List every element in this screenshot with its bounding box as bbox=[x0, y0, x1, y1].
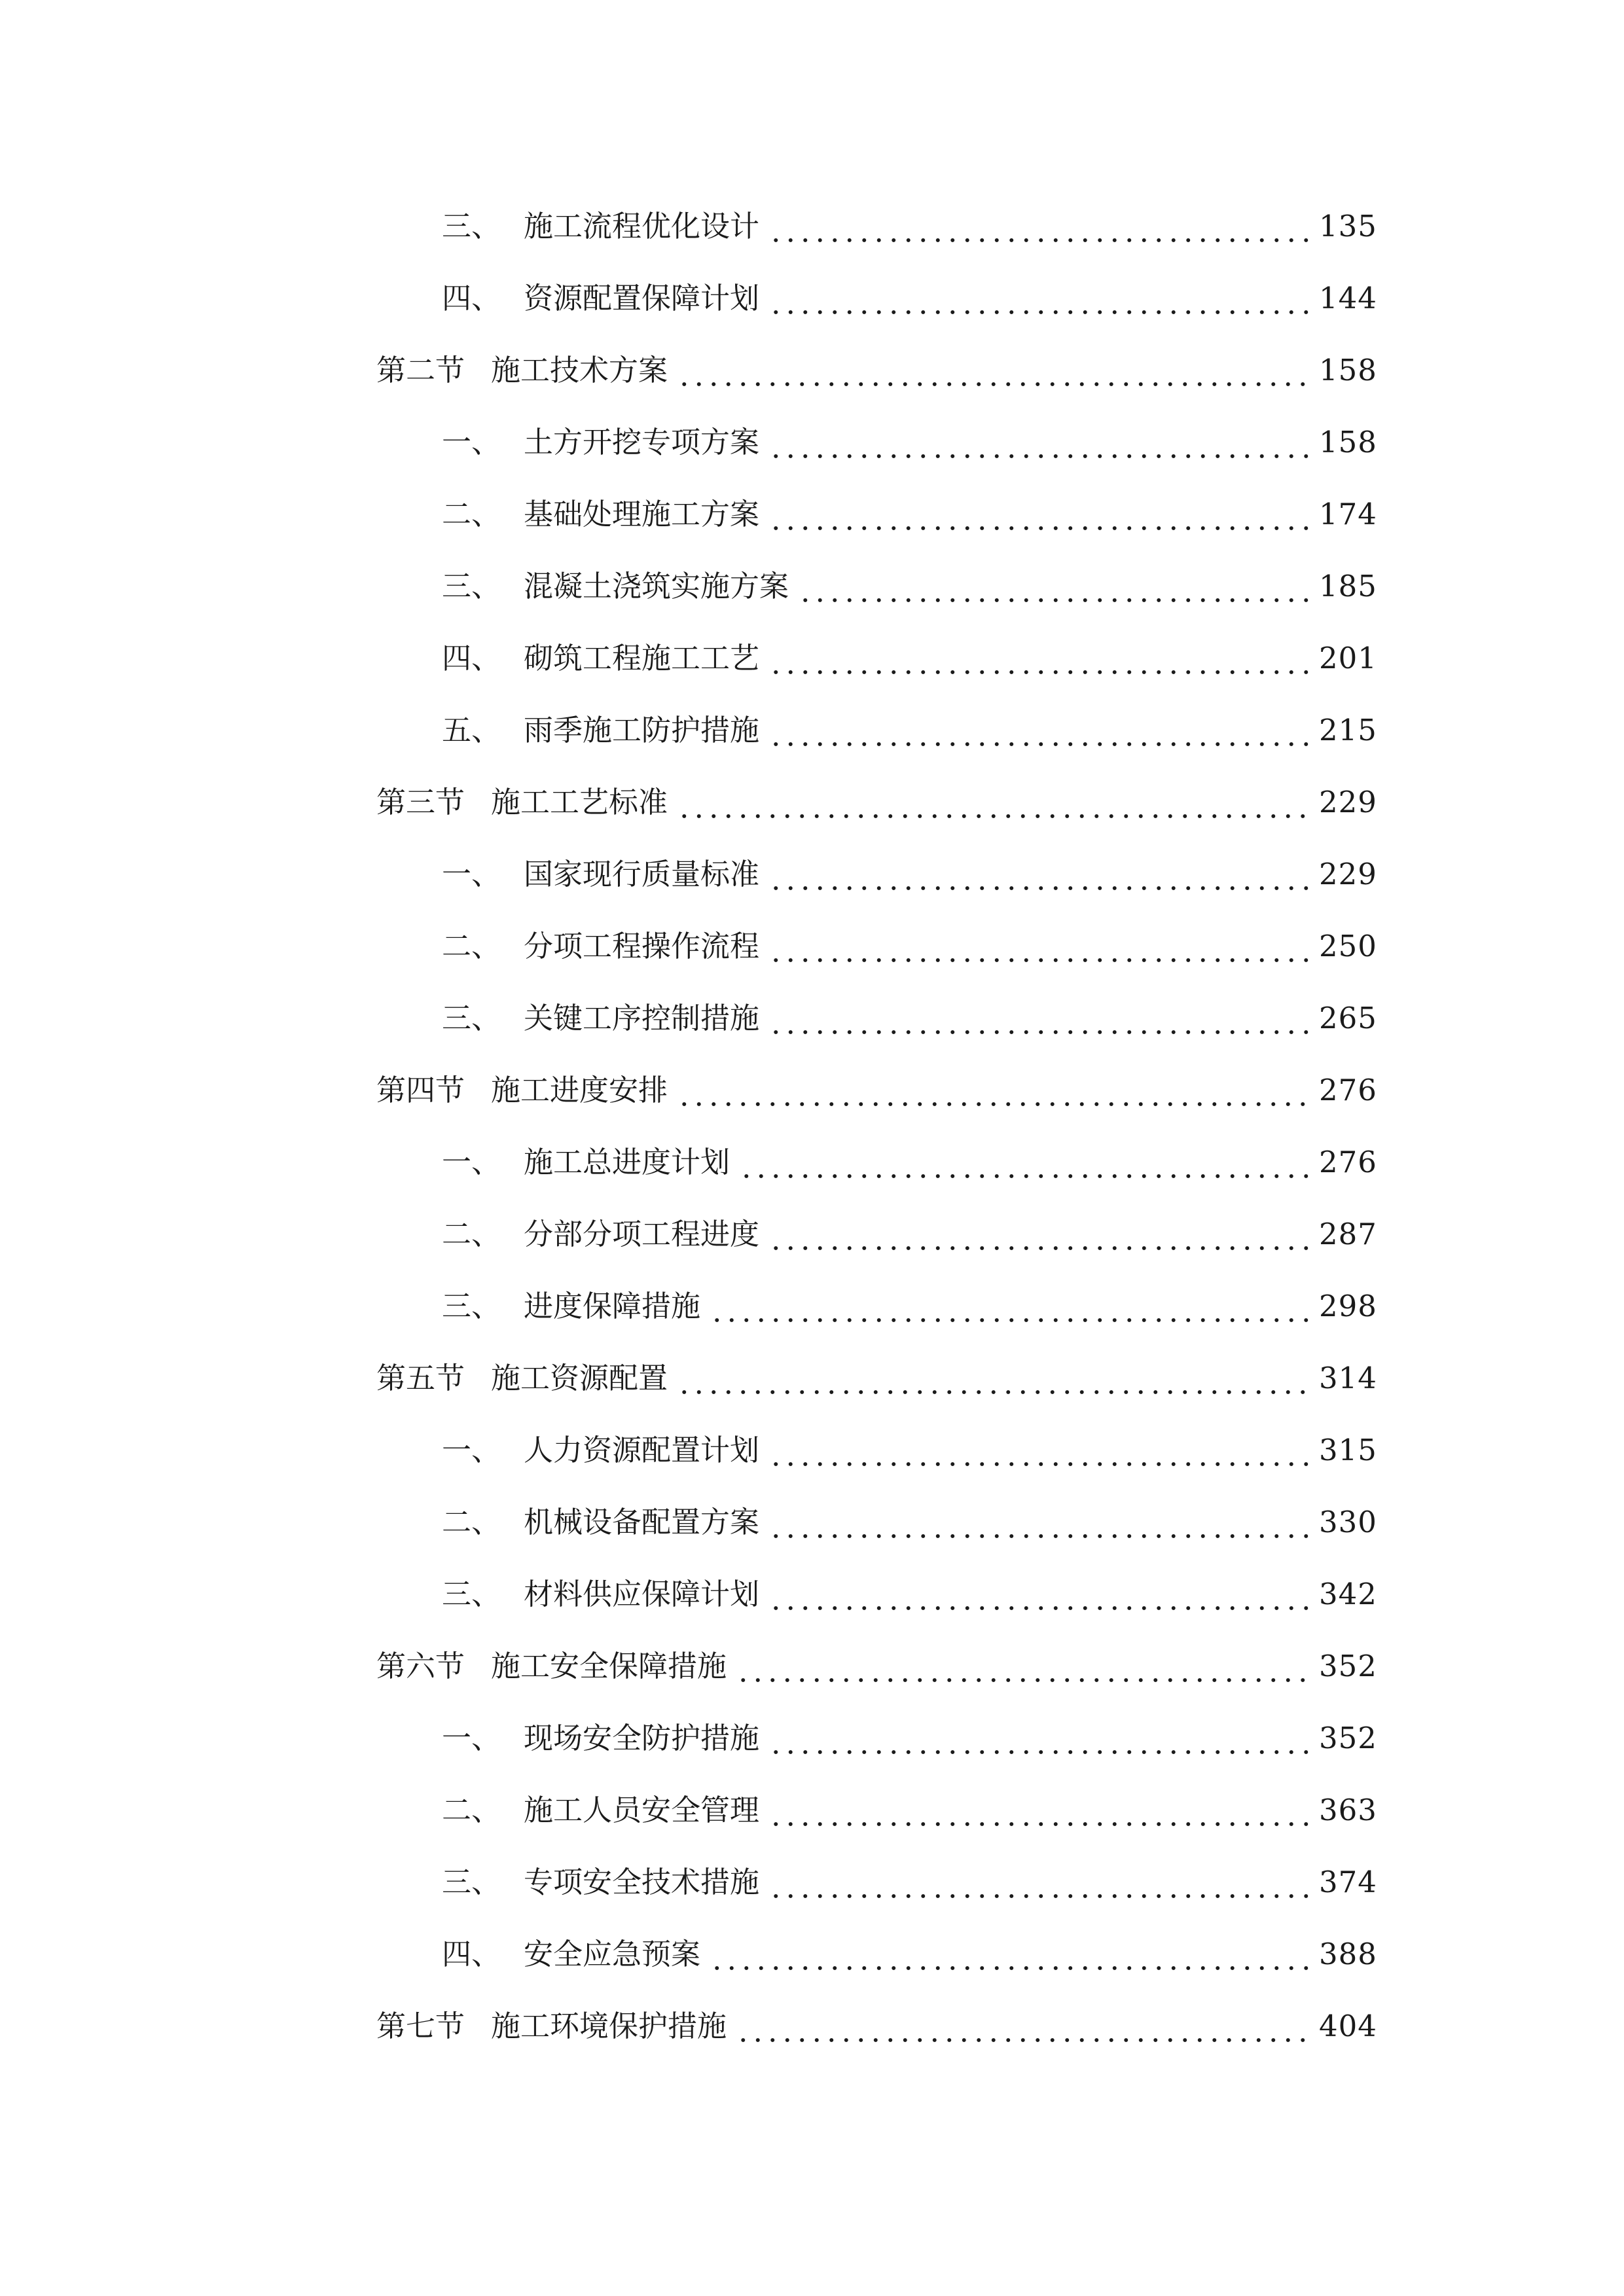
toc-section-number: 第七节 bbox=[376, 2008, 465, 2043]
toc-entry-title: 现场安全防护措施 bbox=[524, 1720, 760, 1755]
toc-entry[interactable] bbox=[376, 1774, 1377, 1846]
dot-leader bbox=[736, 2036, 1308, 2045]
toc-entry-title: 安全应急预案 bbox=[524, 1936, 701, 1971]
toc-entry-page: 265 bbox=[1319, 1000, 1377, 1035]
dot-leader bbox=[677, 1388, 1308, 1397]
toc-entry-title: 施工人员安全管理 bbox=[524, 1792, 760, 1827]
toc-entry-title: 专项安全技术措施 bbox=[524, 1864, 760, 1899]
toc-entry-page: 229 bbox=[1319, 856, 1377, 891]
toc-section[interactable] bbox=[376, 1054, 1377, 1126]
toc-section[interactable] bbox=[376, 334, 1377, 406]
toc-entry-title: 材料供应保障计划 bbox=[524, 1576, 760, 1611]
dot-leader bbox=[768, 740, 1308, 749]
toc-entry[interactable] bbox=[376, 550, 1377, 622]
toc-section-page: 229 bbox=[1319, 784, 1377, 819]
toc-entry-page: 352 bbox=[1319, 1720, 1377, 1755]
toc-section[interactable] bbox=[376, 766, 1377, 838]
toc-section-title: 施工环境保护措施 bbox=[491, 2008, 727, 2043]
dot-leader bbox=[677, 380, 1308, 389]
dot-leader bbox=[768, 884, 1308, 893]
toc-entry-page: 315 bbox=[1319, 1432, 1377, 1467]
toc-entry-page: 330 bbox=[1319, 1504, 1377, 1539]
toc-entry-number: 四、 bbox=[442, 640, 501, 675]
toc-entry-title: 进度保障措施 bbox=[524, 1288, 701, 1323]
toc-entry-page: 287 bbox=[1319, 1216, 1377, 1251]
dot-leader bbox=[768, 1748, 1308, 1757]
toc-entry[interactable] bbox=[376, 1198, 1377, 1270]
dot-leader bbox=[710, 1964, 1308, 1973]
toc-entry-number: 二、 bbox=[442, 1216, 501, 1251]
toc-entry[interactable] bbox=[376, 1414, 1377, 1486]
toc-entry[interactable] bbox=[376, 1486, 1377, 1558]
toc-entry[interactable] bbox=[376, 1126, 1377, 1198]
toc-section-title: 施工工艺标准 bbox=[491, 784, 668, 819]
toc-entry-number: 一、 bbox=[442, 1144, 501, 1179]
toc-entry-number: 三、 bbox=[442, 1864, 501, 1899]
toc-entry-title: 土方开挖专项方案 bbox=[524, 424, 760, 459]
toc-entry[interactable] bbox=[376, 838, 1377, 910]
toc-entry-number: 四、 bbox=[442, 1936, 501, 1971]
dot-leader bbox=[710, 1316, 1308, 1325]
toc-section-title: 施工安全保障措施 bbox=[491, 1648, 727, 1683]
toc-entry-title: 施工总进度计划 bbox=[524, 1144, 731, 1179]
toc-entry-page: 201 bbox=[1319, 640, 1377, 675]
toc-entry-title: 关键工序控制措施 bbox=[524, 1000, 760, 1035]
toc-entry[interactable] bbox=[376, 1702, 1377, 1774]
toc-entry-page: 298 bbox=[1319, 1288, 1377, 1323]
toc-section-page: 276 bbox=[1319, 1072, 1377, 1107]
toc-section-page: 352 bbox=[1319, 1648, 1377, 1683]
toc-entry-title: 资源配置保障计划 bbox=[524, 280, 760, 315]
toc-entry-number: 五、 bbox=[442, 712, 501, 747]
toc-entry-page: 276 bbox=[1319, 1144, 1377, 1179]
dot-leader bbox=[768, 1028, 1308, 1037]
toc-entry-title: 混凝土浇筑实施方案 bbox=[524, 568, 789, 603]
toc-section-page: 158 bbox=[1319, 352, 1377, 387]
toc-entry-page: 342 bbox=[1319, 1576, 1377, 1611]
dot-leader bbox=[768, 1244, 1308, 1253]
toc-entry-number: 二、 bbox=[442, 928, 501, 963]
toc-entry[interactable] bbox=[376, 1558, 1377, 1630]
toc-entry-title: 分项工程操作流程 bbox=[524, 928, 760, 963]
toc-entry-number: 一、 bbox=[442, 856, 501, 891]
toc-entry-title: 机械设备配置方案 bbox=[524, 1504, 760, 1539]
toc-entry[interactable] bbox=[376, 190, 1377, 262]
toc-entry-title: 人力资源配置计划 bbox=[524, 1432, 760, 1467]
toc-entry[interactable] bbox=[376, 406, 1377, 478]
toc-section[interactable] bbox=[376, 1342, 1377, 1414]
toc-section[interactable] bbox=[376, 1990, 1377, 2062]
toc-entry-page: 388 bbox=[1319, 1936, 1377, 1971]
toc-entry[interactable] bbox=[376, 262, 1377, 334]
dot-leader bbox=[768, 236, 1308, 245]
toc-section-number: 第三节 bbox=[376, 784, 465, 819]
dot-leader bbox=[736, 1676, 1308, 1685]
toc-entry-number: 一、 bbox=[442, 1432, 501, 1467]
toc-section-title: 施工资源配置 bbox=[491, 1360, 668, 1395]
toc-entry[interactable] bbox=[376, 982, 1377, 1054]
dot-leader bbox=[677, 812, 1308, 821]
toc-entry[interactable] bbox=[376, 1846, 1377, 1918]
toc-entry[interactable] bbox=[376, 622, 1377, 694]
toc-entry-page: 158 bbox=[1319, 424, 1377, 459]
dot-leader bbox=[677, 1100, 1308, 1109]
toc-entry-page: 374 bbox=[1319, 1864, 1377, 1899]
toc-entry-page: 363 bbox=[1319, 1792, 1377, 1827]
toc-entry-page: 135 bbox=[1319, 208, 1377, 243]
toc-entry-title: 国家现行质量标准 bbox=[524, 856, 760, 891]
toc-entry-page: 144 bbox=[1319, 280, 1377, 315]
toc-entry[interactable] bbox=[376, 694, 1377, 766]
table-of-contents bbox=[376, 190, 1377, 2062]
toc-entry-number: 二、 bbox=[442, 1792, 501, 1827]
toc-entry-number: 三、 bbox=[442, 208, 501, 243]
dot-leader bbox=[768, 524, 1308, 533]
toc-section-page: 314 bbox=[1319, 1360, 1377, 1395]
dot-leader bbox=[768, 452, 1308, 461]
dot-leader bbox=[768, 1532, 1308, 1541]
dot-leader bbox=[768, 1604, 1308, 1613]
toc-section[interactable] bbox=[376, 1630, 1377, 1702]
toc-section-number: 第四节 bbox=[376, 1072, 465, 1107]
toc-entry-number: 三、 bbox=[442, 1000, 501, 1035]
toc-section-page: 404 bbox=[1319, 2008, 1377, 2043]
toc-entry-title: 雨季施工防护措施 bbox=[524, 712, 760, 747]
toc-entry-number: 三、 bbox=[442, 1576, 501, 1611]
toc-entry-page: 215 bbox=[1319, 712, 1377, 747]
toc-entry-page: 185 bbox=[1319, 568, 1377, 603]
dot-leader bbox=[798, 596, 1308, 605]
toc-entry-number: 二、 bbox=[442, 496, 501, 531]
dot-leader bbox=[768, 1892, 1308, 1901]
toc-entry-number: 三、 bbox=[442, 568, 501, 603]
dot-leader bbox=[739, 1172, 1308, 1181]
toc-entry-title: 砌筑工程施工工艺 bbox=[524, 640, 760, 675]
toc-section-number: 第六节 bbox=[376, 1648, 465, 1683]
toc-entry-title: 基础处理施工方案 bbox=[524, 496, 760, 531]
toc-entry-number: 四、 bbox=[442, 280, 501, 315]
toc-section-number: 第五节 bbox=[376, 1360, 465, 1395]
toc-entry-page: 174 bbox=[1319, 496, 1377, 531]
toc-section-number: 第二节 bbox=[376, 352, 465, 387]
toc-entry-number: 三、 bbox=[442, 1288, 501, 1323]
toc-entry[interactable] bbox=[376, 1270, 1377, 1342]
toc-entry-title: 分部分项工程进度 bbox=[524, 1216, 760, 1251]
toc-section-title: 施工进度安排 bbox=[491, 1072, 668, 1107]
dot-leader bbox=[768, 668, 1308, 677]
toc-entry-number: 一、 bbox=[442, 424, 501, 459]
toc-entry[interactable] bbox=[376, 910, 1377, 982]
dot-leader bbox=[768, 308, 1308, 317]
toc-entry[interactable] bbox=[376, 478, 1377, 550]
toc-entry-page: 250 bbox=[1319, 928, 1377, 963]
toc-entry-number: 二、 bbox=[442, 1504, 501, 1539]
toc-entry-title: 施工流程优化设计 bbox=[524, 208, 760, 243]
dot-leader bbox=[768, 1460, 1308, 1469]
toc-entry-number: 一、 bbox=[442, 1720, 501, 1755]
dot-leader bbox=[768, 1820, 1308, 1829]
toc-entry[interactable] bbox=[376, 1918, 1377, 1990]
toc-section-title: 施工技术方案 bbox=[491, 352, 668, 387]
dot-leader bbox=[768, 956, 1308, 965]
